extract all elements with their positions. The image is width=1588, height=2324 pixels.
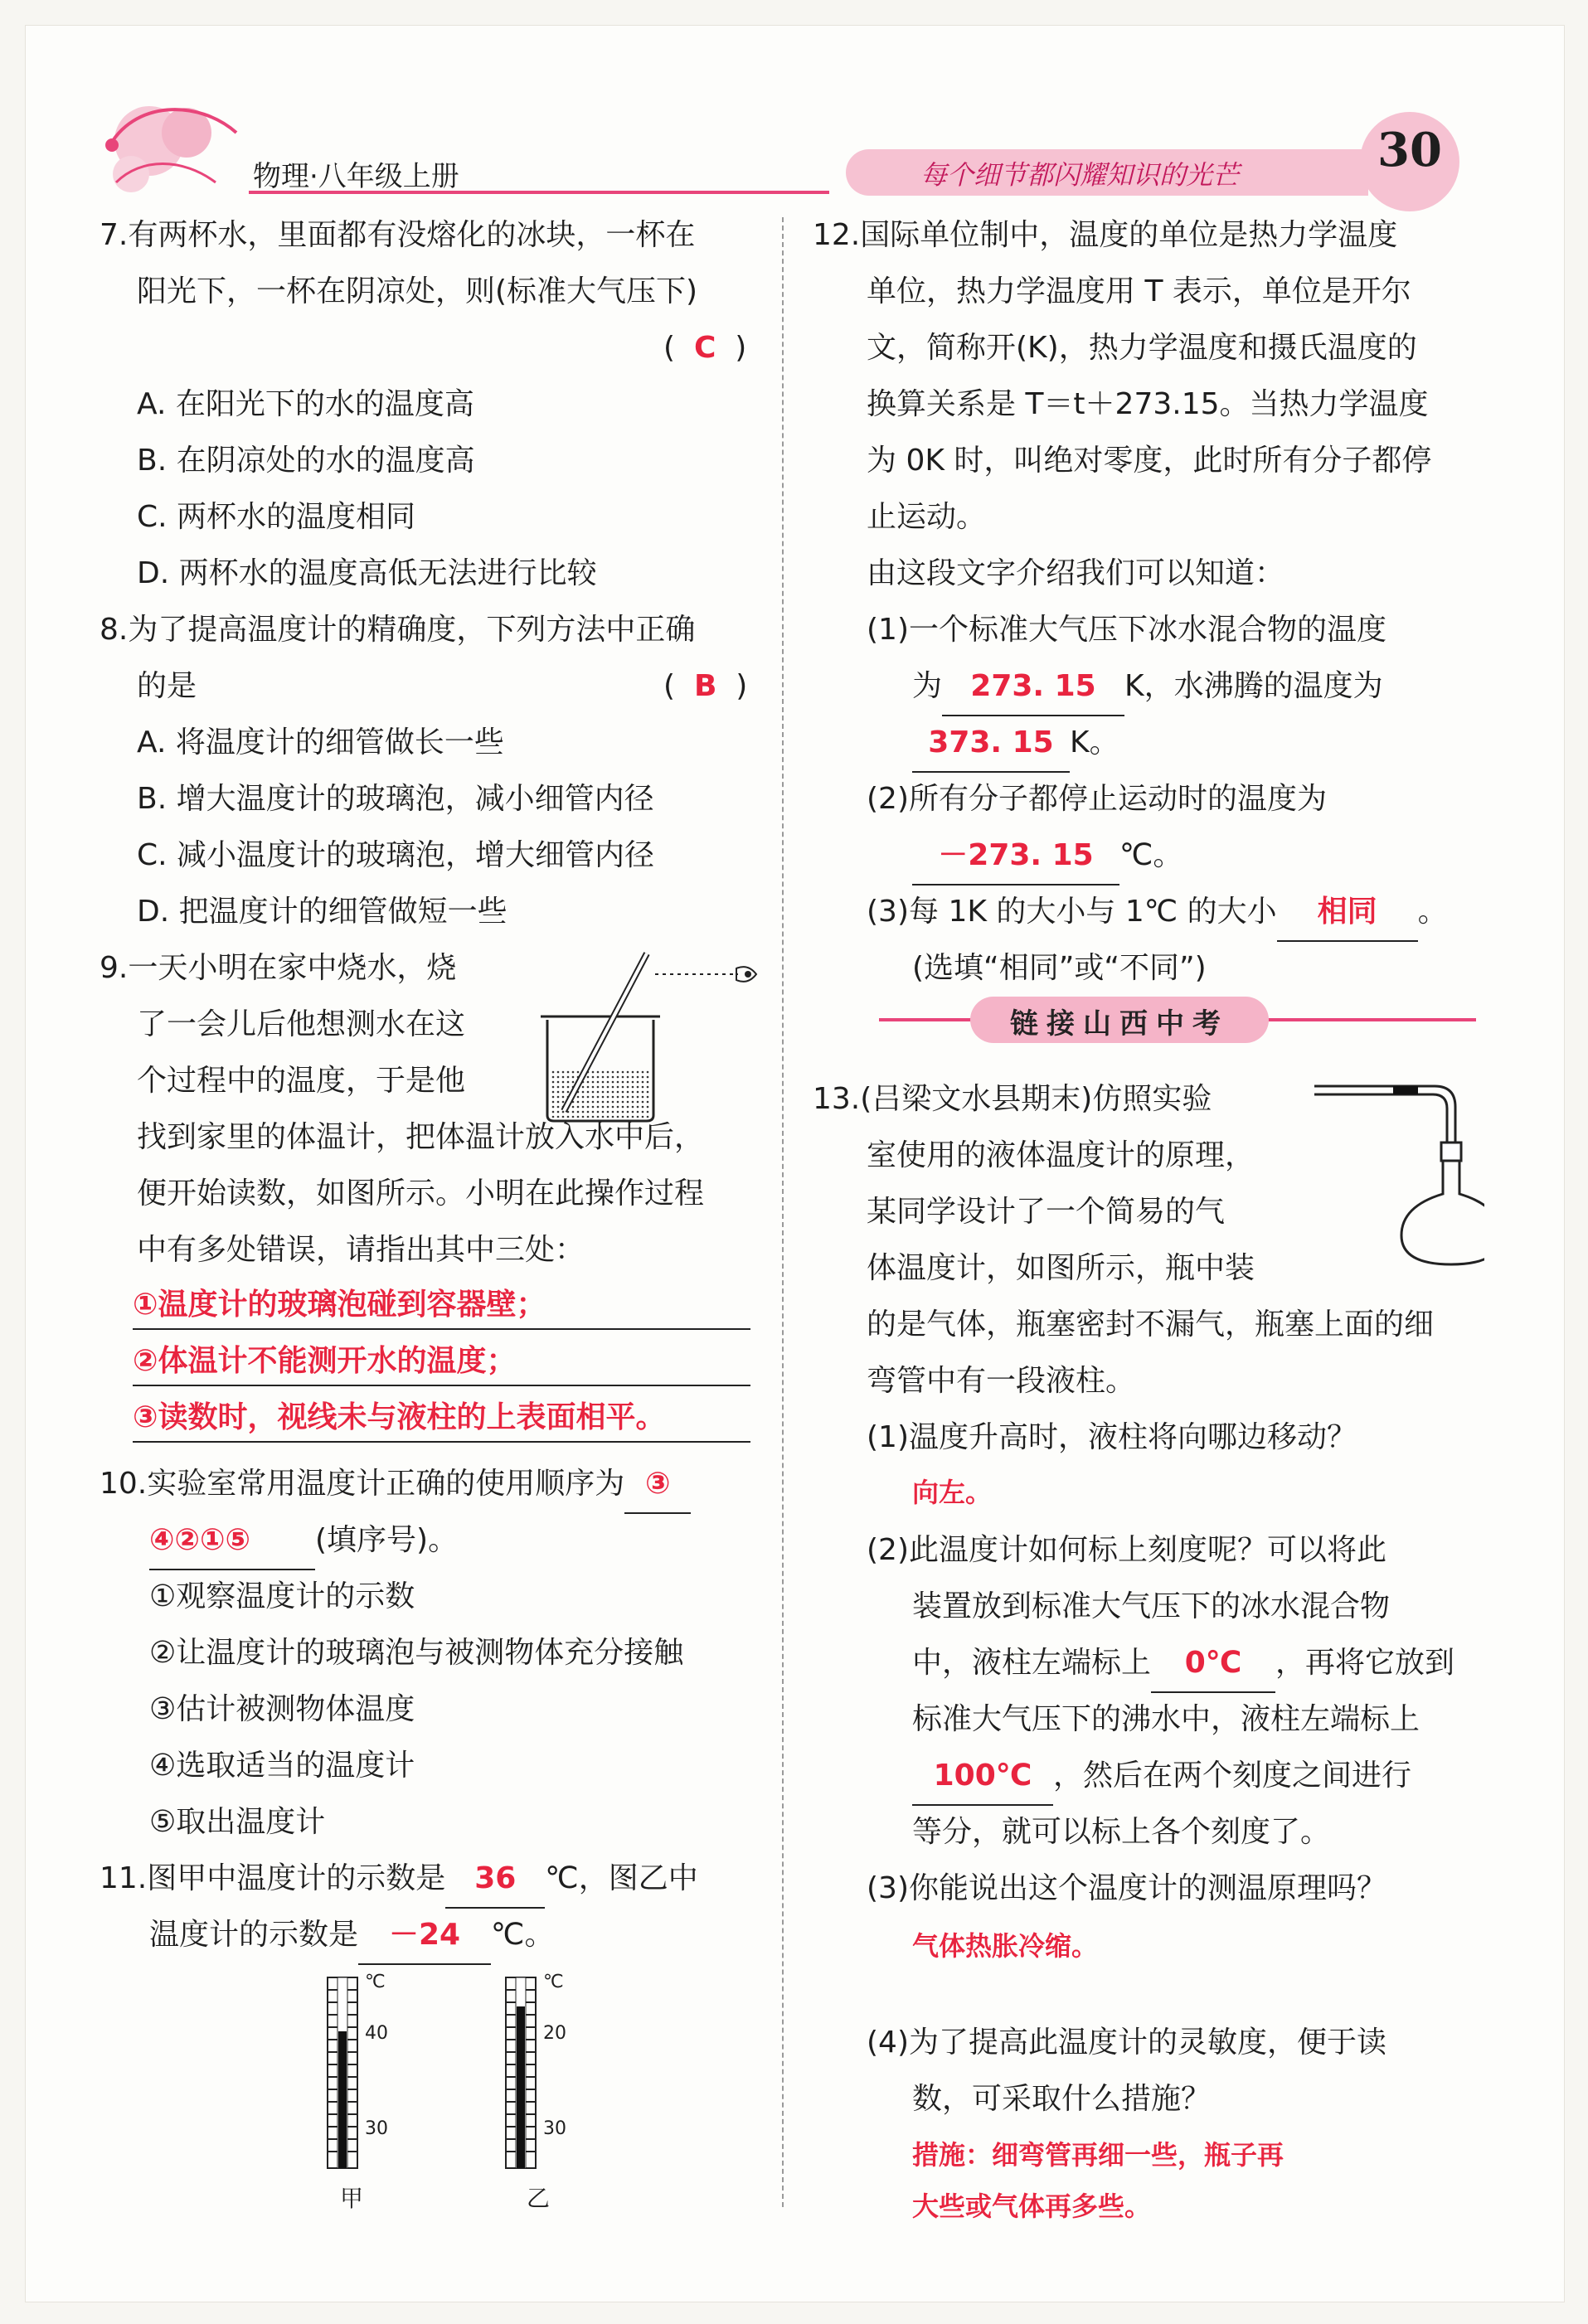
q12-p2-suffix: ℃。 — [1119, 838, 1183, 872]
q11-line2 — [149, 1907, 554, 1965]
q8-option-d: D. 把温度计的细管做短一些 — [137, 895, 507, 929]
q9-answer3: ③读数时，视线未与液柱的上表面相平。 — [133, 1400, 666, 1434]
q13-s1-question: (1)温度升高时，液柱将向哪边移动？ — [867, 1420, 1357, 1454]
q13-s1-answer: 向左。 — [912, 1477, 993, 1508]
q12-line3: 文，简称开(K)，热力学温度和摄氏温度的 — [867, 331, 1417, 365]
q12-line6: 止运动。 — [867, 500, 987, 534]
q13-s4-line2: 数，可采取什么措施？ — [912, 2082, 1212, 2116]
q13-s2-line5 — [912, 1748, 1411, 1806]
q13-s2-pre: 中，液柱左端标上 — [912, 1646, 1152, 1680]
q9-answer1-line — [133, 1328, 750, 1330]
q12-line1: 12.国际单位制中，温度的单位是热力学温度 — [813, 218, 1398, 252]
q8-answer: B — [693, 669, 717, 703]
q10-step1: ①观察温度计的示数 — [149, 1579, 415, 1613]
q9-line2: 了一会儿后他想测水在这 — [137, 1007, 466, 1041]
q9-line1: 9.一天小明在家中烧水，烧 — [100, 951, 457, 985]
q13-line1: 13.(吕梁文水县期末)仿照实验 — [813, 1082, 1212, 1116]
q13-s2-line2: 装置放到标准大气压下的冰水混合物 — [912, 1589, 1391, 1623]
q13-s2-mid2: ，然后在两个刻度之间进行 — [1053, 1759, 1412, 1793]
q12-p1-answer2: 373. 15 — [912, 715, 1070, 773]
q12-p3-pre: (3)每 1K 的大小与 1℃ 的大小 — [867, 895, 1277, 929]
q10-line2 — [149, 1512, 458, 1570]
q9-line6: 中有多处错误，请指出其中三处： — [137, 1233, 585, 1267]
q12-p1-line2 — [912, 658, 1383, 716]
q12-p1-line3 — [912, 715, 1119, 773]
q13-line4: 体温度计，如图所示，瓶中装 — [867, 1251, 1255, 1285]
q8-line2: 的是 — [137, 669, 197, 703]
q12-p3-hint: (选填“相同”或“不同”) — [912, 951, 1207, 985]
q11-mid: ℃，图乙中 — [545, 1861, 698, 1895]
q11-answer1: 36 — [445, 1851, 545, 1909]
q9-line4: 找到家里的体温计，把体温计放入水中后， — [137, 1120, 705, 1154]
book-title: 物理·八年级上册 — [253, 160, 459, 193]
q9-line3: 个过程中的温度，于是他 — [137, 1064, 466, 1098]
q10-answer-part2: ④②①⑤ — [149, 1512, 315, 1570]
section-banner: 链接山西中考 — [1010, 1007, 1229, 1041]
q11-prefix1: 11.图甲中温度计的示数是 — [100, 1861, 446, 1895]
q7-line1: 7.有两杯水，里面都有没熔化的冰块，一杯在 — [100, 218, 696, 252]
q10-prefix: 10.实验室常用温度计正确的使用顺序为 — [100, 1467, 625, 1501]
q11-prefix2: 温度计的示数是 — [149, 1918, 359, 1952]
q7-option-d: D. 两杯水的温度高低无法进行比较 — [137, 556, 597, 590]
header-rule-left — [249, 191, 829, 194]
q13-s4-answer-line1: 措施：细弯管再细一些，瓶子再 — [912, 2139, 1284, 2171]
thermometer-jia-tick-40: 40 — [365, 2023, 388, 2044]
column-divider — [782, 217, 784, 2207]
thermometer-jia-caption: 甲 — [340, 2185, 364, 2212]
thermometer-yi-figure — [498, 1973, 589, 2172]
thermometer-yi-caption: 乙 — [527, 2185, 551, 2212]
q9-line5: 便开始读数，如图所示。小明在此操作过程 — [137, 1177, 705, 1211]
q10-suffix: (填序号)。 — [315, 1523, 459, 1557]
q13-s3-answer: 气体热胀冷缩。 — [912, 1930, 1099, 1962]
q12-line2: 单位，热力学温度用 T 表示，单位是开尔 — [867, 274, 1411, 308]
q8-option-a: A. 将温度计的细管做长一些 — [137, 725, 504, 759]
q7-answer: C — [693, 331, 716, 365]
thermometer-yi-unit: ℃ — [543, 1972, 564, 1992]
q13-line6: 弯管中有一段液柱。 — [867, 1364, 1136, 1398]
q13-s4-answer-line2: 大些或气体再多些。 — [912, 2191, 1152, 2222]
q12-line5: 为 0K 时，叫绝对零度，此时所有分子都停 — [867, 444, 1432, 478]
q12-p2-line1: (2)所有分子都停止运动时的温度为 — [867, 782, 1327, 816]
thermometer-jia-unit: ℃ — [365, 1972, 386, 1992]
q7-answer-bracket: ( C ) — [663, 331, 747, 365]
beaker-thermometer-figure — [531, 945, 771, 1128]
q10-step4: ④选取适当的温度计 — [149, 1749, 415, 1783]
thermometer-jia-tick-30: 30 — [365, 2118, 388, 2139]
q8-option-b: B. 增大温度计的玻璃泡，减小细管内径 — [137, 782, 654, 816]
q13-s2-line3 — [912, 1635, 1454, 1693]
q8-option-c: C. 减小温度计的玻璃泡，增大细管内径 — [137, 838, 655, 872]
q13-s2-line4: 标准大气压下的沸水中，液柱左端标上 — [912, 1702, 1420, 1736]
slogan: 每个细节都闪耀知识的光芒 — [920, 159, 1240, 191]
q10-answer-part1: ③ — [624, 1456, 691, 1514]
q13-s2-answer1: 0℃ — [1151, 1635, 1275, 1693]
thermometer-jia-figure — [319, 1973, 410, 2172]
q7-option-c: C. 两杯水的温度相同 — [137, 500, 416, 534]
q12-p1-mid: K，水沸腾的温度为 — [1124, 669, 1383, 703]
q12-p1-suffix: K。 — [1070, 725, 1119, 759]
thermometer-yi-tick-30: 30 — [543, 2118, 566, 2139]
q13-s4-line1: (4)为了提高此温度计的灵敏度，便于读 — [867, 2026, 1386, 2060]
page-number: 30 — [1377, 123, 1442, 177]
q13-s2-answer2: 100℃ — [912, 1748, 1053, 1806]
q13-line3: 某同学设计了一个简易的气 — [867, 1195, 1226, 1229]
q10-line1 — [100, 1456, 691, 1514]
q12-p3-suffix: 。 — [1417, 895, 1448, 929]
q7-option-a: A. 在阳光下的水的温度高 — [137, 387, 474, 421]
q13-line2: 室使用的液体温度计的原理， — [867, 1138, 1255, 1172]
q11-suffix: ℃。 — [491, 1918, 555, 1952]
q12-p1-line1: (1)一个标准大气压下冰水混合物的温度 — [867, 613, 1386, 647]
q12-line7: 由这段文字介绍我们可以知道： — [867, 556, 1285, 590]
q10-step2: ②让温度计的玻璃泡与被测物体充分接触 — [149, 1636, 684, 1670]
q13-s2-line6: 等分，就可以标上各个刻度了。 — [912, 1815, 1331, 1849]
q9-answer3-line — [133, 1441, 750, 1443]
q13-line5: 的是气体，瓶塞密封不漏气，瓶塞上面的细 — [867, 1308, 1435, 1342]
q12-p1-answer1: 273. 15 — [942, 658, 1124, 716]
q12-line4: 换算关系是 T＝t＋273.15。当热力学温度 — [867, 387, 1429, 421]
q12-p2-line2 — [912, 827, 1183, 885]
q7-option-b: B. 在阴凉处的水的温度高 — [137, 444, 475, 478]
floral-ornament-icon — [91, 83, 249, 207]
q8-line1: 8.为了提高温度计的精确度，下列方法中正确 — [100, 613, 696, 647]
q9-answer2: ②体温计不能测开水的温度； — [133, 1344, 517, 1378]
gas-thermometer-flask-figure — [1310, 1070, 1484, 1269]
q12-p1-pre: 为 — [912, 669, 943, 703]
thermometer-yi-tick-20: 20 — [543, 2023, 566, 2044]
q12-p3-line1 — [867, 884, 1448, 942]
q12-p2-answer: －273. 15 — [912, 827, 1119, 885]
q11-line1 — [100, 1851, 698, 1909]
q10-step5: ⑤取出温度计 — [149, 1805, 326, 1839]
q13-s3-question: (3)你能说出这个温度计的测温原理吗？ — [867, 1871, 1386, 1905]
q8-answer-bracket: ( B ) — [663, 669, 748, 703]
q12-p3-answer: 相同 — [1277, 884, 1418, 942]
q10-step3: ③估计被测物体温度 — [149, 1692, 415, 1726]
q9-answer1: ①温度计的玻璃泡碰到容器壁； — [133, 1288, 546, 1322]
q11-answer2: －24 — [358, 1907, 491, 1965]
q7-line2: 阳光下，一杯在阴凉处，则(标准大气压下) — [137, 274, 698, 308]
q13-s2-line1: (2)此温度计如何标上刻度呢？可以将此 — [867, 1533, 1386, 1567]
q13-s2-mid: ，再将它放到 — [1275, 1646, 1455, 1680]
q9-answer2-line — [133, 1385, 750, 1386]
